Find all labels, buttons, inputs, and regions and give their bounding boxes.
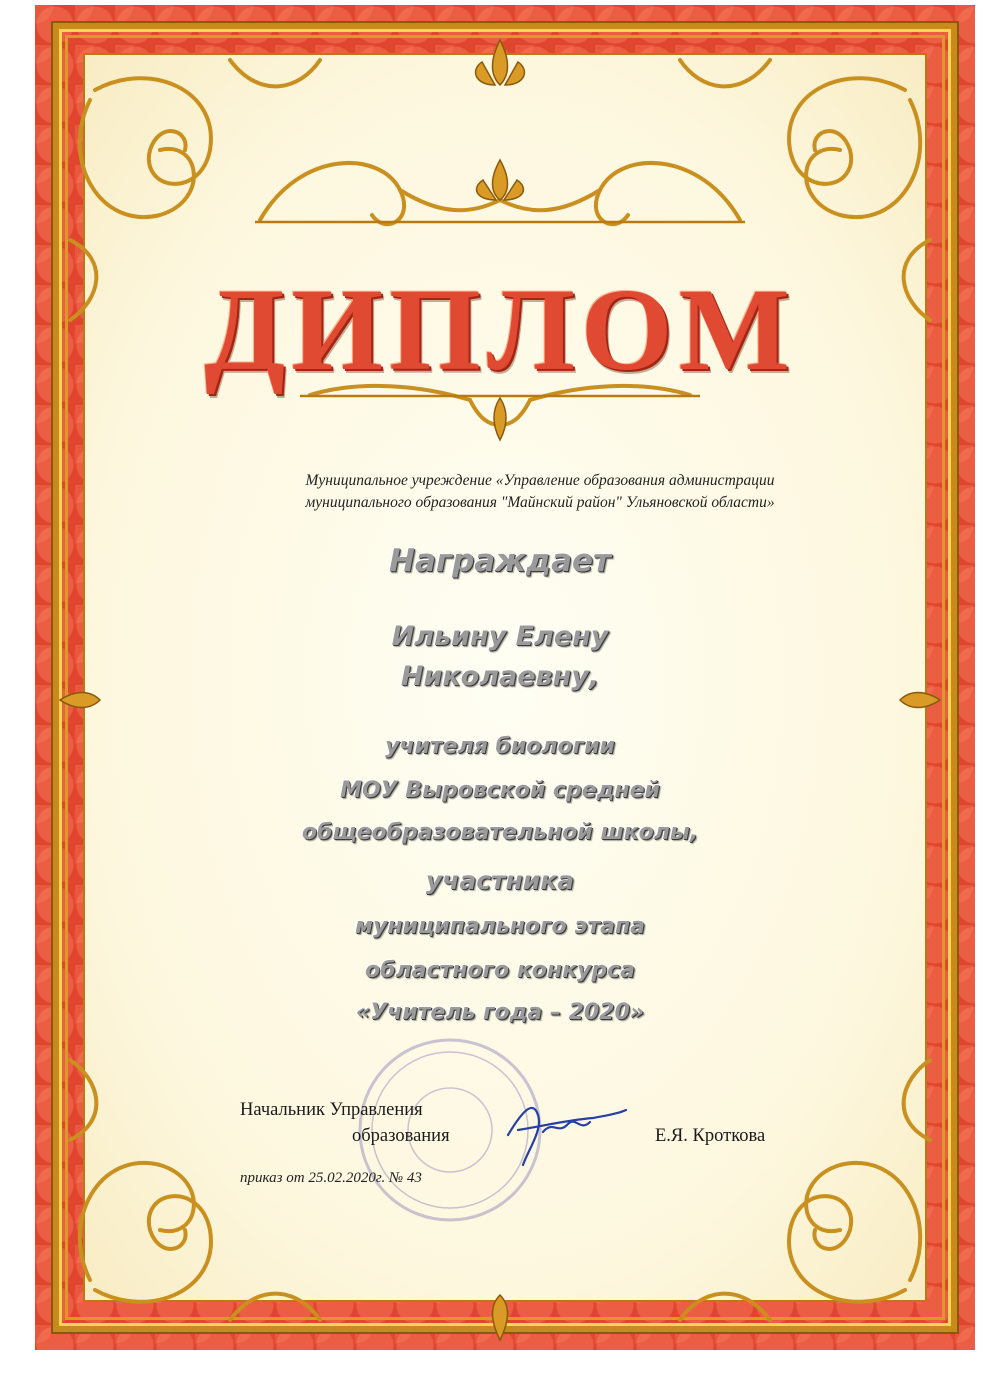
corner-scroll-bottom-right xyxy=(680,1060,930,1320)
awards-word: Награждает xyxy=(389,543,611,579)
fleur-bottom-icon xyxy=(493,1295,508,1340)
fleur-under-heading-icon xyxy=(494,398,506,440)
fleur-center-icon xyxy=(477,160,524,200)
certificate-heading: ДИПЛОМ xyxy=(204,264,796,395)
signatory-title-line-2: образования xyxy=(352,1126,450,1146)
description-line-6: областного конкурса xyxy=(365,958,635,983)
fleur-left-icon xyxy=(60,693,100,708)
signatory-title-line-1: Начальник Управления xyxy=(240,1100,423,1120)
description-line-1: учителя биологии xyxy=(385,734,615,759)
description-line-3: общеобразовательной школы, xyxy=(301,820,699,845)
recipient-name-line-2: Николаевну, xyxy=(400,661,600,692)
description-line-2: МОУ Выровской средней xyxy=(340,778,660,803)
issuer-line-1: Муниципальное учреждение «Управление образования администрации xyxy=(305,472,775,489)
fleur-top-icon xyxy=(476,40,525,85)
corner-scroll-bottom-left xyxy=(70,1060,320,1320)
description-line-4: участника xyxy=(425,866,575,895)
issuer-line-2: муниципального образования "Майнский район" Ульяновской области» xyxy=(305,494,775,511)
order-reference: приказ от 25.02.2020г. № 43 xyxy=(240,1170,422,1186)
recipient-name-line-1: Ильину Елену xyxy=(391,621,609,652)
issuer-text xyxy=(200,470,880,514)
signatory-name: Е.Я. Кроткова xyxy=(655,1126,766,1146)
handwritten-signature xyxy=(498,1080,628,1170)
description-line-7: «Учитель года – 2020» xyxy=(355,1000,645,1025)
description-line-5: муниципального этапа xyxy=(355,914,645,939)
fleur-right-icon xyxy=(900,693,940,708)
